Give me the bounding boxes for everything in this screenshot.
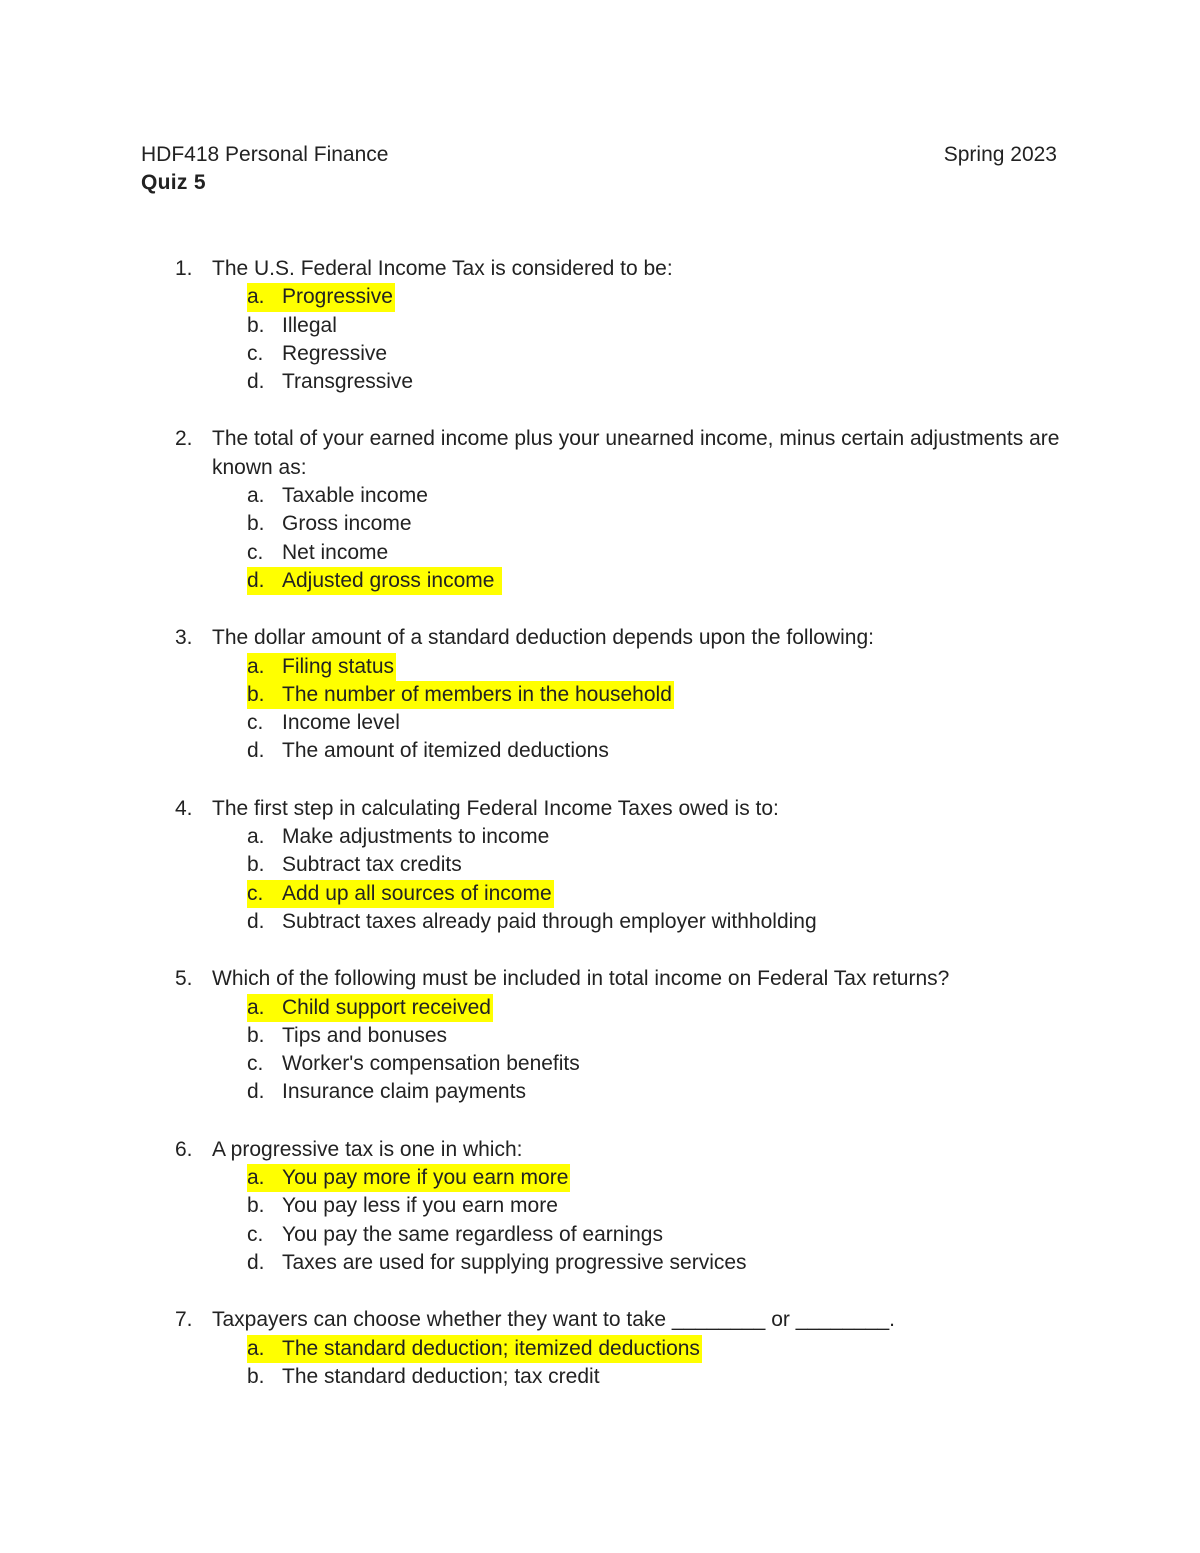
option-letter: b. [247, 512, 265, 536]
question-number: 3. [175, 626, 193, 650]
option-letter: a. [247, 654, 265, 678]
answer-option [0, 880, 1200, 908]
option-text: Add up all sources of income [282, 881, 552, 905]
answer-option [0, 1050, 1200, 1078]
highlighted-answer [247, 994, 493, 1022]
question-3 [0, 624, 1200, 765]
answer-option [0, 368, 1200, 396]
highlighted-answer [247, 653, 396, 681]
option-text: Net income [282, 540, 389, 564]
answer-choice [247, 823, 551, 851]
question-prompt: The dollar amount of a standard deduction depends upon the following: [212, 626, 874, 650]
answer-option [0, 1335, 1200, 1363]
question-prompt: The U.S. Federal Income Tax is considered to be: [212, 257, 673, 280]
answer-choice [247, 1050, 582, 1078]
term-label: Spring 2023 [943, 143, 1057, 166]
answer-option [0, 994, 1200, 1022]
answer-option [0, 737, 1200, 765]
option-text: Filing status [282, 654, 395, 678]
option-text: Make adjustments to income [282, 825, 550, 849]
question-5 [0, 965, 1200, 1106]
question-number: 4. [175, 796, 193, 820]
answer-choice [247, 1363, 602, 1391]
answer-option [0, 1249, 1200, 1277]
option-letter: a. [247, 1166, 265, 1190]
question-text [0, 255, 1200, 283]
answer-option [0, 1363, 1200, 1391]
answer-option [0, 1164, 1200, 1192]
answer-option [0, 709, 1200, 737]
option-letter: d. [247, 909, 265, 933]
answer-option [0, 1022, 1200, 1050]
answer-choice [247, 1249, 749, 1277]
question-text [0, 425, 1200, 482]
highlighted-answer [247, 1335, 702, 1363]
question-number: 7. [175, 1308, 193, 1332]
option-letter: a. [247, 825, 265, 849]
option-text: Worker's compensation benefits [282, 1052, 580, 1076]
answer-choice [247, 1078, 528, 1106]
answer-option [0, 539, 1200, 567]
answer-option [0, 653, 1200, 681]
answer-choice [247, 908, 819, 936]
question-prompt: A progressive tax is one in which: [212, 1137, 523, 1161]
answer-choice [247, 1221, 665, 1249]
option-letter: c. [247, 711, 264, 735]
document-header [141, 141, 1057, 169]
answer-option [0, 283, 1200, 311]
highlighted-answer [247, 880, 554, 908]
option-text: Transgressive [282, 370, 414, 394]
option-letter: b. [247, 313, 265, 337]
answer-choice [247, 737, 611, 765]
question-number: 2. [175, 427, 193, 451]
option-text: You pay more if you earn more [282, 1166, 569, 1190]
option-letter: a. [247, 484, 265, 508]
option-text: Adjusted gross income [282, 568, 501, 592]
option-text: Taxable income [282, 484, 428, 508]
highlighted-answer [247, 1164, 570, 1192]
quiz-title: Quiz 5 [141, 171, 206, 194]
option-text: Subtract tax credits [282, 853, 462, 877]
question-list [0, 255, 1200, 1420]
question-text [0, 965, 1200, 993]
option-letter: b. [247, 1364, 265, 1388]
answer-option [0, 681, 1200, 709]
option-letter: a. [247, 285, 265, 309]
option-text: You pay the same regardless of earnings [282, 1222, 663, 1246]
answer-option [0, 510, 1200, 538]
answer-choice [247, 312, 339, 340]
course-title: HDF418 Personal Finance [141, 143, 389, 166]
option-letter: c. [247, 341, 264, 365]
highlighted-answer [247, 567, 502, 595]
highlighted-answer [247, 283, 395, 311]
answer-choice [247, 1192, 560, 1220]
option-text: The standard deduction; tax credit [282, 1364, 600, 1388]
question-text [0, 1136, 1200, 1164]
option-text: The number of members in the household [282, 682, 672, 706]
option-text: Subtract taxes already paid through employer withholding [282, 909, 817, 933]
option-text: Gross income [282, 512, 412, 536]
question-4 [0, 795, 1200, 936]
question-number: 6. [175, 1137, 193, 1161]
question-6 [0, 1136, 1200, 1277]
answer-option [0, 1078, 1200, 1106]
option-letter: a. [247, 995, 265, 1019]
answer-choice [247, 340, 389, 368]
option-letter: b. [247, 1194, 265, 1218]
answer-option [0, 1221, 1200, 1249]
answer-option [0, 851, 1200, 879]
answer-choice [247, 709, 402, 737]
answer-option [0, 482, 1200, 510]
answer-option [0, 908, 1200, 936]
answer-choice [247, 510, 414, 538]
option-letter: d. [247, 370, 265, 394]
highlighted-answer [247, 681, 674, 709]
question-text [0, 624, 1200, 652]
answer-choice [247, 851, 464, 879]
question-number: 5. [175, 967, 193, 991]
question-text [0, 1306, 1200, 1334]
answer-choice [247, 539, 390, 567]
option-text: Income level [282, 711, 400, 735]
option-letter: c. [247, 881, 264, 905]
option-letter: b. [247, 853, 265, 877]
option-text: Insurance claim payments [282, 1080, 526, 1104]
question-number: 1. [175, 257, 193, 280]
option-letter: c. [247, 1052, 264, 1076]
option-letter: c. [247, 1222, 264, 1246]
option-letter: d. [247, 568, 265, 592]
answer-option [0, 823, 1200, 851]
option-letter: b. [247, 682, 265, 706]
option-letter: c. [247, 540, 264, 564]
answer-choice [247, 368, 415, 396]
question-prompt: Taxpayers can choose whether they want to take ________ or ________. [212, 1308, 895, 1332]
option-text: Taxes are used for supplying progressive services [282, 1250, 747, 1274]
option-text: Progressive [282, 285, 393, 309]
option-letter: b. [247, 1023, 265, 1047]
question-2 [0, 425, 1200, 595]
question-prompt: Which of the following must be included in total income on Federal Tax returns? [212, 967, 950, 991]
question-text [0, 795, 1200, 823]
option-text: Child support received [282, 995, 491, 1019]
option-letter: a. [247, 1336, 265, 1360]
question-prompt: The total of your earned income plus your unearned income, minus certain adjustments are known as: [212, 427, 1060, 479]
option-text: The standard deduction; itemized deductions [282, 1336, 700, 1360]
question-1 [0, 255, 1200, 396]
option-text: Illegal [282, 313, 337, 337]
answer-option [0, 1192, 1200, 1220]
question-prompt: The first step in calculating Federal Income Taxes owed is to: [212, 796, 779, 820]
option-text: Tips and bonuses [282, 1023, 447, 1047]
option-letter: d. [247, 739, 265, 763]
option-text: The amount of itemized deductions [282, 739, 609, 763]
option-text: You pay less if you earn more [282, 1194, 558, 1218]
answer-choice [247, 1022, 449, 1050]
answer-choice [247, 482, 430, 510]
option-letter: d. [247, 1080, 265, 1104]
answer-option [0, 312, 1200, 340]
option-text: Regressive [282, 341, 388, 365]
question-7 [0, 1306, 1200, 1391]
answer-option [0, 567, 1200, 595]
answer-option [0, 340, 1200, 368]
option-letter: d. [247, 1250, 265, 1274]
